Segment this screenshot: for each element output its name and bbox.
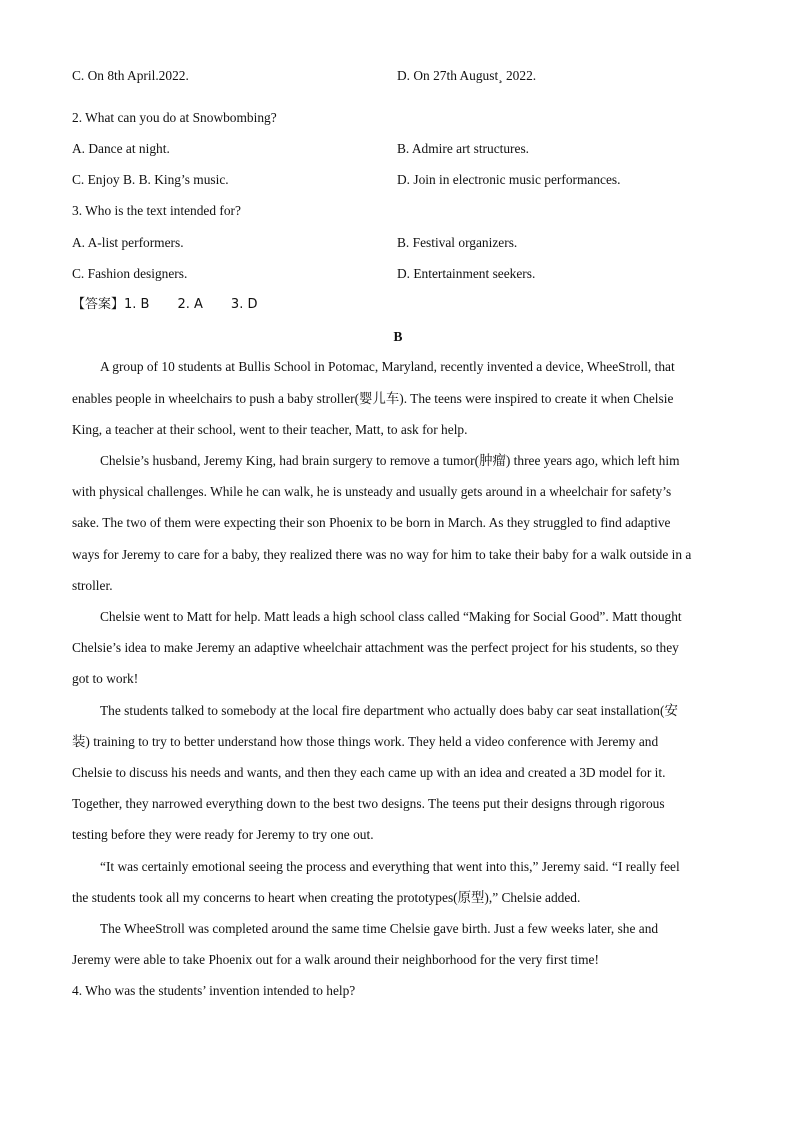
q1-options-row [72, 66, 724, 86]
passage-line: testing before they were ready for Jeremy to try one out. [72, 827, 374, 842]
passage-line: Chelsie’s idea to make Jeremy an adaptive wheelchair attachment was the perfect project for his students, so they [72, 640, 679, 655]
passage-line: Chelsie went to Matt for help. Matt leads a high school class called “Making for Social Good”. Matt thought [100, 609, 682, 624]
answer-3: 3. D [230, 297, 258, 312]
passage-line: The WheeStroll was completed around the same time Chelsie gave birth. Just a few weeks later, she and [100, 921, 659, 936]
q1-option-c: C. On 8th April.2022. [72, 68, 189, 83]
passage-line: the students took all my concerns to heart when creating the prototypes(原型),” Chelsie added. [72, 890, 581, 905]
q4-question: 4. Who was the students’ invention intended to help? [72, 983, 356, 998]
passage-line: got to work! [72, 671, 139, 686]
q3-option-c: C. Fashion designers. [72, 266, 188, 281]
section-heading: B [393, 329, 403, 344]
q3-option-a: A. A-list performers. [72, 235, 184, 250]
q2-option-c: C. Enjoy B. B. King’s music. [72, 172, 229, 187]
q3-option-d: D. Entertainment seekers. [397, 266, 536, 281]
q2-options-row-1 [72, 139, 724, 159]
passage-line: “It was certainly emotional seeing the process and everything that went into this,” Jeremy said. “I really feel [100, 859, 680, 874]
q2-option-a: A. Dance at night. [72, 141, 170, 156]
answer-2: 2. A [177, 297, 203, 312]
answer-1: 1. B [124, 297, 150, 312]
passage-line: 装) training to try to better understand how those things work. They held a video conference with Jeremy and [72, 734, 659, 749]
passage-line: sake. The two of them were expecting their son Phoenix to be born in March. As they struggled to find adaptive [72, 515, 671, 530]
answer-key-label: 【答案】 [72, 297, 125, 312]
q3-question: 3. Who is the text intended for? [72, 203, 241, 218]
q2-options-row-2 [72, 170, 724, 190]
passage-line: Chelsie to discuss his needs and wants, and then they each came up with an idea and created a 3D model for it. [72, 765, 666, 780]
passage-line: Chelsie’s husband, Jeremy King, had brain surgery to remove a tumor(肿瘤) three years ago, which left him [100, 453, 680, 468]
passage-line: A group of 10 students at Bullis School in Potomac, Maryland, recently invented a device, WheeStroll, that [100, 359, 675, 374]
passage-line: enables people in wheelchairs to push a baby stroller(婴儿车). The teens were inspired to create it when Chelsie [72, 391, 674, 406]
answer-key [72, 295, 724, 315]
passage-line: stroller. [72, 578, 113, 593]
q2-option-b: B. Admire art structures. [397, 141, 530, 156]
passage-line: King, a teacher at their school, went to their teacher, Matt, to ask for help. [72, 422, 468, 437]
q3-options-row-1 [72, 233, 724, 253]
q2-question: 2. What can you do at Snowbombing? [72, 110, 277, 125]
passage-line: Jeremy were able to take Phoenix out for a walk around their neighborhood for the very first time! [72, 952, 599, 967]
q3-option-b: B. Festival organizers. [397, 235, 518, 250]
passage-line: The students talked to somebody at the local fire department who actually does baby car seat installation(安 [100, 703, 678, 718]
passage-line: Together, they narrowed everything down to the best two designs. The teens put their designs through rigorous [72, 796, 665, 811]
q1-option-d: D. On 27th August¸ 2022. [397, 68, 537, 83]
q3-options-row-2 [72, 264, 724, 284]
passage-line: with physical challenges. While he can walk, he is unsteady and usually gets around in a wheelchair for safety’s [72, 484, 672, 499]
q2-option-d: D. Join in electronic music performances. [397, 172, 621, 187]
passage-line: ways for Jeremy to care for a baby, they realized there was no way for him to take their baby for a walk outside in a [72, 547, 692, 562]
